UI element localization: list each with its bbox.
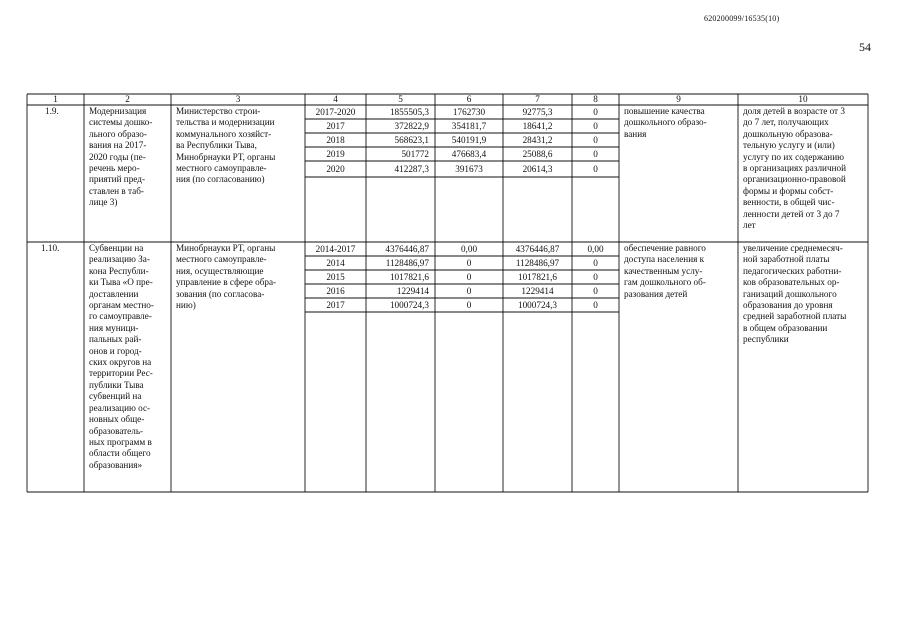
local-cell: 0 (593, 135, 598, 145)
column-number-9: 9 (676, 94, 681, 104)
local-cell: 0 (593, 258, 598, 268)
total-cell: 1017821,6 (389, 272, 429, 282)
target-indicator: увеличение среднемесяч- ной заработной платы педагогических работни- ков образовательных ор- ганизаций дошкольного образования до уровня средней заработной платы в общем образовании республики (743, 243, 847, 345)
executor-text: Министерство строи- тельства и модернизации коммунального хозяйст- ва Республики Тыва, Минобрнауки РТ, органы местного самоуправле- ния (по согласованию) (176, 106, 276, 185)
local-cell: 0 (593, 286, 598, 296)
target-indicator: доля детей в возрасте от 3 до 7 лет, получающих дошкольную образова- тельную услугу и (или) услугу по их содержанию в организациях различной организационно-правовой формы и формы собст- венности, в общей чис- ленности детей от 3 до 7 лет (743, 106, 847, 231)
local-cell: 0 (593, 107, 598, 117)
total-cell: 412287,3 (394, 164, 429, 174)
year-cell: 2020 (326, 164, 345, 174)
local-cell: 0 (593, 121, 598, 131)
measure-name: Модернизация системы дошко- льного образо- вания на 2017- 2020 годы (пе- речень меро- приятий пред- ставлен в таб- лице 3) (89, 106, 153, 208)
column-number-7: 7 (535, 94, 540, 104)
column-number-4: 4 (333, 94, 338, 104)
federal-cell: 391673 (455, 164, 483, 174)
year-cell: 2017-2020 (315, 107, 356, 117)
column-number-6: 6 (466, 94, 472, 104)
local-cell: 0 (593, 272, 598, 282)
expected-result: повышение качества дошкольного образо- вания (624, 106, 707, 139)
column-number-2: 2 (125, 94, 130, 104)
total-cell: 4376446,87 (385, 244, 429, 254)
regional-cell: 1017821,6 (517, 272, 558, 282)
federal-cell: 0 (466, 258, 472, 268)
row-number: 1.10. (41, 243, 60, 253)
federal-cell: 0 (466, 286, 472, 296)
regional-cell: 28431,2 (522, 135, 553, 145)
page-number: 54 (859, 40, 871, 54)
expected-result: обеспечение равного доступа населения к качественным услу- гам дошкольного об- разования детей (624, 243, 706, 299)
measure-name: Субвенции на реализацию За- кона Республи- ки Тыва «О пре- доставлении органам местно- го самоуправле- ния муници- пальных рай- онов и город- ских округов на территории Рес- публики Тыва субвенций на реализацию ос- новных обще- образователь- ных программ в области общего образования» (89, 243, 154, 470)
year-cell: 2014-2017 (315, 244, 356, 254)
document-number: 620200099/16535(10) (704, 14, 780, 23)
total-cell: 1128486,97 (385, 258, 429, 268)
regional-cell: 1229414 (521, 286, 554, 296)
federal-cell: 540191,9 (451, 135, 487, 145)
federal-cell: 1762730 (452, 107, 486, 117)
regional-cell: 18641,2 (522, 121, 553, 131)
column-number-3: 3 (235, 94, 241, 104)
local-cell: 0 (593, 149, 598, 159)
executor-text: Минобрнауки РТ, органы местного самоуправле- ния, осуществляющие управление в сфере обра- зования (по согласова- нию) (176, 243, 277, 311)
regional-cell: 1128486,97 (515, 258, 560, 268)
local-cell: 0 (593, 300, 598, 310)
total-cell: 372822,9 (394, 121, 429, 131)
year-cell: 2016 (326, 286, 345, 296)
federal-cell: 0 (466, 272, 472, 282)
column-number-8: 8 (593, 94, 598, 104)
regional-cell: 92775,3 (522, 107, 553, 117)
total-cell: 501772 (401, 149, 429, 159)
federal-cell: 0,00 (460, 244, 478, 254)
year-cell: 2014 (326, 258, 345, 268)
regional-cell: 20614,3 (522, 164, 553, 174)
year-cell: 2019 (326, 149, 345, 159)
column-number-5: 5 (398, 94, 403, 104)
total-cell: 1000724,3 (389, 300, 429, 310)
federal-cell: 354181,7 (451, 121, 487, 131)
total-cell: 1855505,3 (389, 107, 429, 117)
regional-cell: 4376446,87 (515, 244, 560, 254)
federal-cell: 0 (466, 300, 472, 310)
total-cell: 568623,1 (394, 135, 429, 145)
regional-cell: 25088,6 (522, 149, 553, 159)
year-cell: 2018 (326, 135, 345, 145)
column-number-1: 1 (53, 94, 58, 104)
row-number: 1.9. (45, 106, 59, 116)
year-cell: 2017 (326, 300, 345, 310)
total-cell: 1229414 (396, 286, 429, 296)
local-cell: 0 (593, 164, 598, 174)
year-cell: 2017 (326, 121, 345, 131)
local-cell: 0,00 (587, 244, 604, 254)
regional-cell: 1000724,3 (517, 300, 558, 310)
year-cell: 2015 (326, 272, 345, 282)
federal-cell: 476683,4 (451, 149, 487, 159)
column-number-10: 10 (798, 94, 808, 104)
